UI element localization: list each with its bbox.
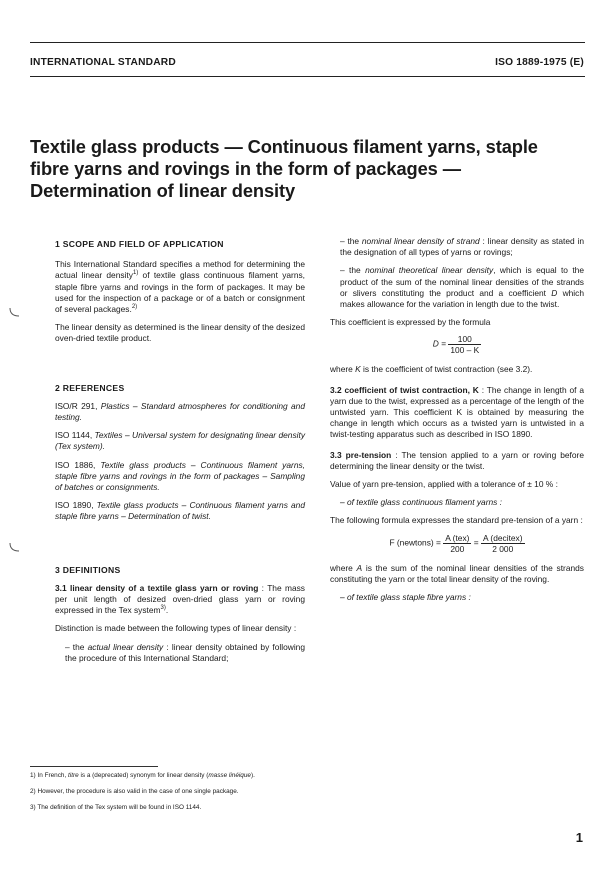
clause-term: linear density of a textile glass yarn or roving bbox=[70, 582, 259, 593]
footnote-term: masse linéique bbox=[208, 772, 251, 779]
definition-3-1 bbox=[55, 583, 305, 617]
where-paragraph bbox=[330, 563, 584, 585]
margin-mark bbox=[8, 307, 20, 319]
numerator: A (tex) bbox=[445, 532, 470, 543]
symbol: D bbox=[551, 287, 558, 298]
coefficient-paragraph: This coefficient is expressed by the formula bbox=[330, 317, 491, 328]
dash: – the bbox=[65, 641, 88, 652]
reference-number: ISO 1890, bbox=[55, 500, 97, 511]
numerator: A (decitex) bbox=[482, 532, 523, 543]
footnote-ref: 3) bbox=[160, 605, 166, 612]
reference-title: Textile glass products – Continuous filament yarns and staple fibre yarns – Determination of twist. bbox=[55, 500, 305, 522]
formula-lhs: D = bbox=[432, 339, 449, 350]
text: where bbox=[330, 364, 356, 375]
formula-fraction bbox=[481, 533, 525, 554]
formula-D bbox=[330, 334, 584, 355]
header-left: INTERNATIONAL STANDARD bbox=[30, 57, 176, 68]
term: nominal theoretical linear density bbox=[365, 265, 494, 276]
term-text: which makes allowance for the variation in length due to the twist. bbox=[340, 287, 584, 310]
header-right: ISO 1889-1975 (E) bbox=[495, 57, 584, 68]
denominator: 2 000 bbox=[492, 543, 514, 554]
footnote-ref: 2) bbox=[131, 304, 138, 311]
header-rule bbox=[30, 76, 585, 77]
footnote-1 bbox=[30, 771, 255, 780]
pretension-value-paragraph: Value of yarn pre-tension, applied with a tolerance of ± 10 % : bbox=[330, 479, 558, 490]
list-item bbox=[330, 265, 584, 310]
scope-paragraph-2: The linear density as determined is the linear density of the desized oven-dried textile product. bbox=[55, 322, 305, 344]
clause-term: pre-tension bbox=[345, 449, 392, 460]
clause-text: : The mass per unit length of desized oven-dried glass yarn or roving expressed in the Tex system bbox=[55, 582, 305, 616]
title-line-3: Determination of linear density bbox=[30, 180, 296, 201]
formula-lhs: F (newtons) = bbox=[389, 537, 444, 548]
title-line-2: fibre yarns and rovings in the form of packages — bbox=[30, 158, 461, 179]
denominator: 100 – K bbox=[450, 345, 480, 356]
reference-number: ISO 1886, bbox=[55, 459, 101, 470]
footnote-2: 2) However, the procedure is also valid in the case of one single package. bbox=[30, 788, 239, 795]
term: actual linear density bbox=[87, 641, 164, 652]
reference-number: ISO 1144, bbox=[55, 430, 95, 441]
term-text: : linear density as stated in the designation of all types of yarns or rovings; bbox=[340, 236, 584, 258]
scope-text: This International Standard specifies a method for determining the actual linear density bbox=[55, 259, 305, 281]
footnote-rule bbox=[30, 766, 158, 767]
reference-title: Textiles – Universal system for designating linear density (Tex system). bbox=[55, 430, 306, 452]
definition-3-3 bbox=[330, 450, 584, 472]
formula-fraction bbox=[443, 533, 471, 554]
top-rule bbox=[30, 42, 585, 43]
formula-fraction bbox=[448, 334, 481, 355]
footnote-ref: 1) bbox=[132, 270, 139, 277]
dash: – the bbox=[340, 236, 362, 246]
list-item bbox=[330, 236, 584, 258]
document-title bbox=[30, 136, 585, 202]
denominator: 200 bbox=[450, 543, 465, 554]
margin-mark bbox=[8, 542, 20, 554]
reference-item bbox=[55, 500, 305, 522]
clause-number: 3.1 bbox=[55, 582, 70, 593]
text: where bbox=[330, 562, 357, 573]
symbol: K bbox=[355, 364, 361, 375]
footnote-term: titre bbox=[68, 772, 79, 779]
list-item: – of textile glass continuous filament yarns : bbox=[340, 497, 502, 508]
reference-item bbox=[55, 430, 305, 452]
section-2-heading: 2 REFERENCES bbox=[55, 382, 125, 393]
dash: – the bbox=[340, 265, 366, 276]
equals: = bbox=[471, 537, 481, 548]
numerator: 100 bbox=[448, 334, 481, 345]
footnote-text: is a (deprecated) synonym for linear density ( bbox=[78, 772, 209, 779]
left-column bbox=[55, 239, 305, 664]
clause-text: : The change in length of a yarn due to the twist, expressed as a percentage of the length of the untwisted yarn. This coefficient K is obtained by measuring the change in length which occurs as a twisted yarn is untwisted in a twist-testing apparatus such as described in ISO 1890. bbox=[330, 384, 584, 440]
reference-title: Textile glass products – Continuous filament yarns, staple fibre yarns and rovings in the form of packages – Sampling of batches or consignments. bbox=[55, 459, 305, 493]
formula-F bbox=[330, 533, 584, 554]
clause-text: . bbox=[165, 605, 169, 616]
term: nominal linear density of strand bbox=[361, 236, 480, 246]
section-3-heading: 3 DEFINITIONS bbox=[55, 564, 121, 575]
reference-item bbox=[55, 460, 305, 494]
title-line-1: Textile glass products — Continuous filament yarns, staple bbox=[30, 136, 538, 157]
formula-intro: The following formula expresses the standard pre-tension of a yarn : bbox=[330, 515, 583, 526]
reference-title: Plastics – Standard atmospheres for conditioning and testing. bbox=[55, 400, 305, 423]
where-paragraph bbox=[330, 364, 584, 375]
reference-item bbox=[55, 401, 305, 423]
text: is the coefficient of twist contraction (see 3.2). bbox=[360, 364, 533, 375]
term-text: : linear density obtained by following the procedure of this International Standard; bbox=[65, 641, 305, 663]
text: is the sum of the nominal linear densities of the strands constituting the yarn or the total linear density of the roving. bbox=[330, 562, 584, 584]
footnote-3: 3) The definition of the Tex system will be found in ISO 1144. bbox=[30, 804, 202, 811]
distinction-paragraph: Distinction is made between the following types of linear density : bbox=[55, 623, 297, 634]
clause-number: 3.3 bbox=[330, 449, 346, 460]
term-text: , which is equal to the product of the sum of the nominal linear densities of the strands or slivers constituting the product and a coefficient bbox=[340, 265, 584, 298]
page-number: 1 bbox=[575, 830, 583, 845]
clause-number: 3.2 bbox=[330, 384, 345, 395]
scope-paragraph bbox=[55, 259, 305, 315]
reference-number: ISO/R 291, bbox=[55, 400, 101, 411]
scope-text: of textile glass continuous filament yarns, staple fibre yarns and rovings in the form of packages. It may be used for the inspection of a package or of a batch or consignment of several packages. bbox=[55, 270, 306, 315]
footnote-text: ). bbox=[250, 772, 255, 779]
list-item: – of textile glass staple fibre yarns : bbox=[340, 592, 471, 603]
right-column bbox=[330, 236, 584, 603]
footnote-text: 1) In French, bbox=[30, 772, 69, 779]
definition-3-2 bbox=[330, 385, 584, 441]
list-item bbox=[55, 642, 305, 664]
section-1-heading: 1 SCOPE AND FIELD OF APPLICATION bbox=[55, 239, 224, 249]
clause-term: coefficient of twist contraction, K bbox=[344, 384, 479, 395]
clause-text: : The tension applied to a yarn or roving before determining the linear density or the twist. bbox=[330, 449, 584, 471]
symbol: A bbox=[356, 562, 363, 573]
